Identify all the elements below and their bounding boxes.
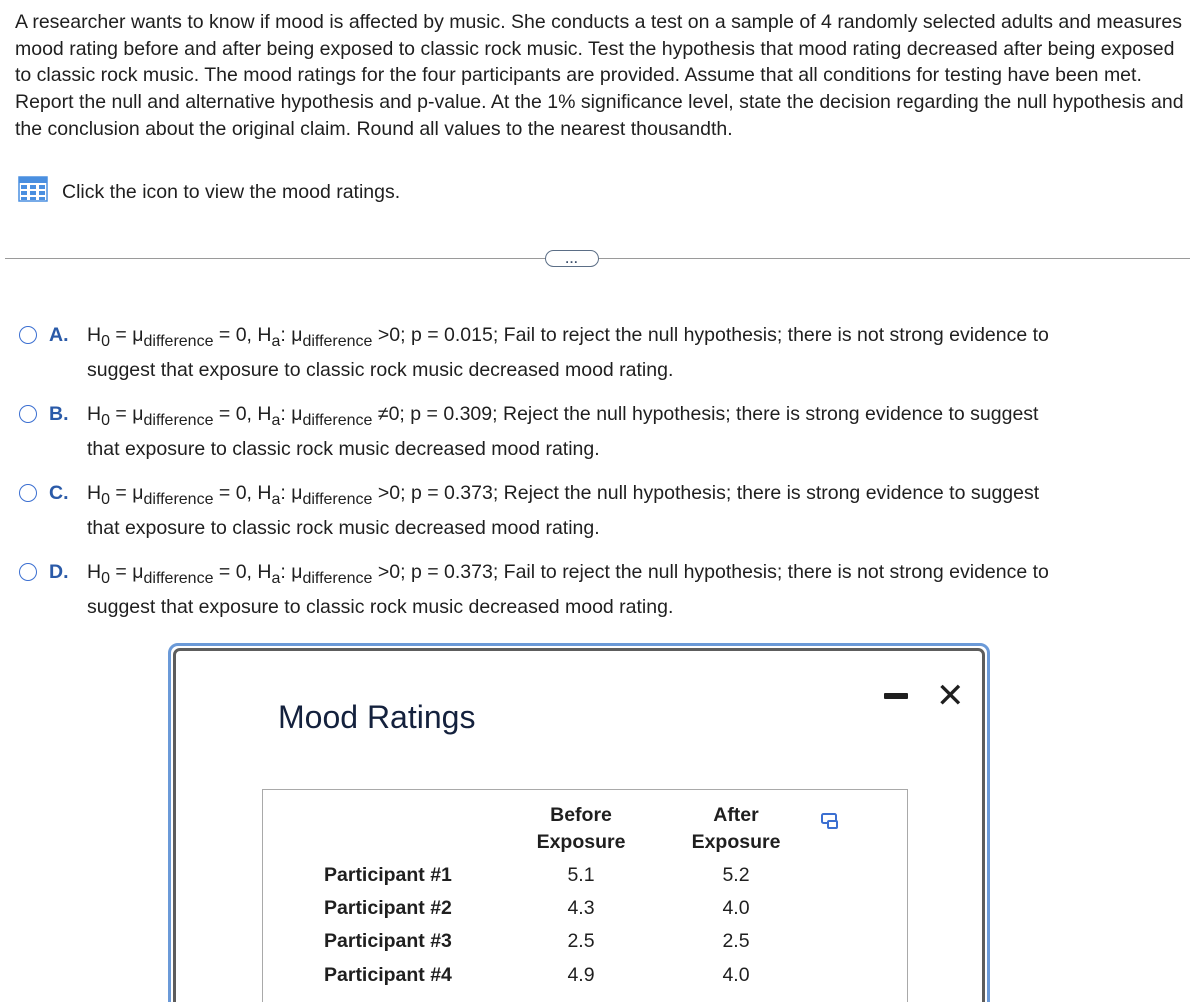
mu-subscript: difference [302,491,373,508]
p-value: 0.373 [444,482,493,504]
row-label: Participant #2 [324,897,452,919]
ha-subscript: a [271,491,281,508]
mu-subscript: difference [143,570,214,587]
question-text: A researcher wants to know if mood is affected by music. She conducts a test on a sample of 4 randomly selected adults and measures mood rating before and after being exposed to classic rock music. Test the hypothesis that mood rating decreased after being exposed to classic rock music. The mood ratings for the four participants are provided. Assume that all conditions for testing have been met. Report the null and alternative hypothesis and p-value. At the 1% significance level, state the decision regarding the null hypothesis and the conclusion about the original claim. Round all values to the nearest thousandth. [15,11,1184,140]
mu-symbol: μ [132,561,144,583]
h0-subscript: 0 [101,491,110,508]
after-value: 4.0 [722,897,750,919]
header-after [666,802,806,856]
mu-symbol: μ [132,403,144,425]
row-label: Participant #3 [324,930,452,952]
conclusion-text: suggest that exposure to classic rock music decreased mood rating. [87,596,674,618]
zero-p: 0; p = [389,482,445,504]
radio-button[interactable] [19,405,37,423]
before-value: 5.1 [567,864,595,886]
equals-zero: = 0, [213,482,258,504]
conclusion-text: that exposure to classic rock music decreased mood rating. [87,517,600,539]
before-value: 4.9 [567,964,595,986]
minimize-icon[interactable] [884,693,908,699]
row-label: Participant #4 [324,964,452,986]
expand-more-button[interactable]: ... [545,250,599,267]
p-value: 0.373 [444,561,493,583]
row-label: Participant #1 [324,864,452,886]
option-letter: D. [49,561,69,583]
alt-sign: > [377,324,390,346]
close-icon[interactable]: ✕ [936,677,965,715]
h0-symbol: H [87,561,102,583]
equals-zero: = 0, [213,324,258,346]
decision-text: Reject the null hypothesis; there is strong evidence to suggest [503,482,1040,504]
ha-symbol: H [257,403,272,425]
mu-subscript: difference [143,491,214,508]
header-after-line1: After [713,804,759,826]
header-before [511,802,651,856]
conclusion-text: that exposure to classic rock music decreased mood rating. [87,438,600,460]
alt-sign: > [377,561,390,583]
alt-sign: > [377,482,390,504]
after-value: 2.5 [722,930,750,952]
dialog-body [173,648,985,1002]
before-value: 2.5 [567,930,595,952]
option-text: $H_0 = \mu_{difference} = 0$, $H_a$: $\mu_{difference} \ne 0$; p = 0.309; Reject the null hypothesis; there is strong evidence to suggest that exposure to classic rock music decreased mood rating. [87,397,1187,467]
radio-button[interactable] [19,326,37,344]
ha-symbol: H [257,561,272,583]
h0-subscript: 0 [101,412,110,429]
h0-subscript: 0 [101,333,110,350]
radio-button[interactable] [19,484,37,502]
decision-text: Reject the null hypothesis; there is strong evidence to suggest [502,403,1039,425]
p-value: 0.309 [443,403,493,425]
mu-symbol: μ [291,324,303,346]
ha-subscript: a [271,333,281,350]
alt-sign: ≠ [377,403,389,425]
colon: : [280,324,292,346]
view-ratings-link[interactable] [18,176,400,208]
ha-symbol: H [257,324,272,346]
ratings-table [262,789,908,1002]
after-value: 5.2 [722,864,750,886]
ha-subscript: a [271,570,281,587]
option-letter: B. [49,403,69,425]
option-letter: A. [49,324,69,346]
ha-subscript: a [271,412,281,429]
p-value: 0.015 [444,324,493,346]
header-after-line2: Exposure [691,831,781,853]
header-before-line1: Before [550,804,612,826]
mu-subscript: difference [302,333,373,350]
equals-zero: = 0, [213,561,258,583]
colon: : [280,561,292,583]
mu-symbol: μ [291,403,303,425]
mu-symbol: μ [132,324,144,346]
header-before-line2: Exposure [536,831,626,853]
h0-symbol: H [87,482,102,504]
h0-subscript: 0 [101,570,110,587]
option-text: $H_0 = \mu_{difference} = 0$, $H_a$: $\mu_{difference} >0$; p = 0.373; Reject the null hypothesis; there is strong evidence to suggest that exposure to classic rock music decreased mood rating. [87,476,1187,546]
mu-symbol: μ [132,482,144,504]
before-value: 4.3 [567,897,595,919]
mu-symbol: μ [291,561,303,583]
copy-icon[interactable] [820,812,842,837]
mu-subscript: difference [302,412,373,429]
colon: : [280,403,292,425]
zero-p: 0; p = [389,324,445,346]
equals-zero: = 0, [213,403,258,425]
mu-subscript: difference [302,570,373,587]
conclusion-text: suggest that exposure to classic rock music decreased mood rating. [87,359,674,381]
option-text: $H_0 = \mu_{difference} = 0$, $H_a$: $\mu_{difference} >0$; p = 0.373; Fail to reject the null hypothesis; there is not strong evidence to suggest that exposure to classic rock music decreased mood rating. [87,555,1187,625]
colon: : [280,482,292,504]
radio-button[interactable] [19,563,37,581]
h0-symbol: H [87,324,102,346]
decision-text: Fail to reject the null hypothesis; there is not strong evidence to [503,324,1049,346]
after-value: 4.0 [722,964,750,986]
table-grid-icon[interactable] [18,176,48,208]
option-text: $H_0 = \mu_{difference} = 0$, $H_a$: $\mu_{difference} >0$; p = 0.015; Fail to reject the null hypothesis; there is not strong evidence to suggest that exposure to classic rock music decreased mood rating. [87,318,1187,388]
dialog-title: Mood Ratings [278,699,476,735]
zero-p: 0; p = [389,561,445,583]
mu-symbol: μ [291,482,303,504]
ha-symbol: H [257,482,272,504]
zero-p: 0; p = [388,403,444,425]
h0-symbol: H [87,403,102,425]
mood-ratings-dialog [168,643,990,1002]
mu-subscript: difference [143,333,214,350]
decision-text: Fail to reject the null hypothesis; there is not strong evidence to [503,561,1049,583]
view-ratings-label[interactable]: Click the icon to view the mood ratings. [62,180,401,203]
mu-subscript: difference [143,412,214,429]
option-letter: C. [49,482,69,504]
